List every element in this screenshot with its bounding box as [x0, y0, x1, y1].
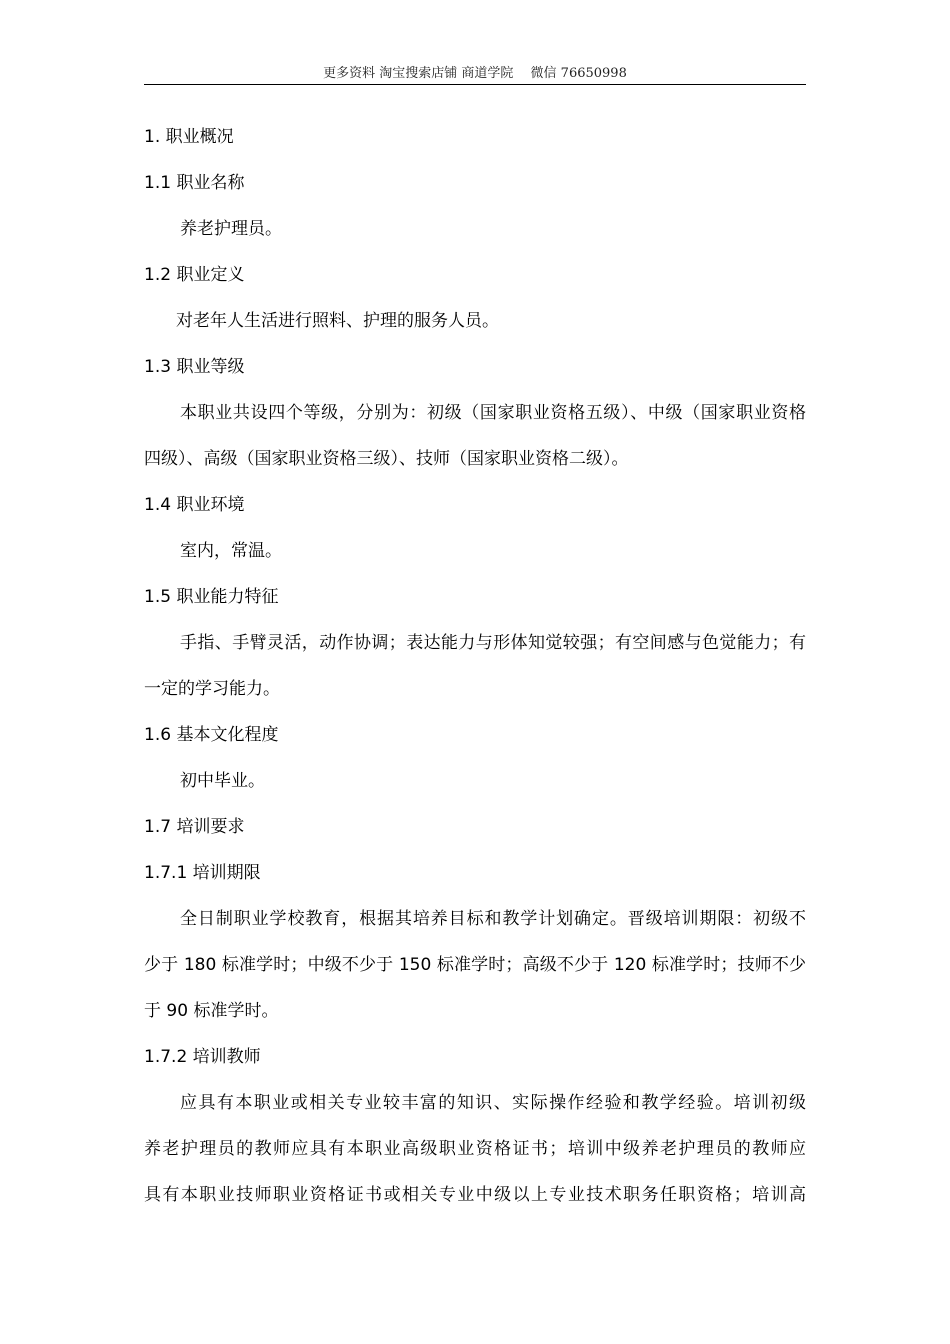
paragraph-1-4: 室内，常温。: [180, 541, 282, 561]
section-heading-1-5: 1.5 职业能力特征: [144, 587, 279, 607]
paragraph-1-7-1-line-3: 于 90 标准学时。: [144, 1001, 279, 1021]
paragraph-1-7-2-line-1: 应具有本职业或相关专业较丰富的知识、实际操作经验和教学经验。培训初级: [180, 1093, 806, 1113]
section-heading-1-2: 1.2 职业定义: [144, 265, 245, 285]
paragraph-1-7-1-line-1: 全日制职业学校教育，根据其培养目标和教学计划确定。晋级培训期限：初级不: [180, 909, 806, 929]
section-heading-1-3: 1.3 职业等级: [144, 357, 245, 377]
section-heading-1-6: 1.6 基本文化程度: [144, 725, 279, 745]
section-heading-1-4: 1.4 职业环境: [144, 495, 245, 515]
paragraph-1-2: 对老年人生活进行照料、护理的服务人员。: [176, 311, 499, 331]
paragraph-1-7-2-line-3: 具有本职业技师职业资格证书或相关专业中级以上专业技术职务任职资格；培训高: [144, 1185, 806, 1205]
section-heading-1-7-2: 1.7.2 培训教师: [144, 1047, 261, 1067]
paragraph-1-6: 初中毕业。: [180, 771, 265, 791]
paragraph-1-7-1-line-2: 少于 180 标准学时；中级不少于 150 标准学时；高级不少于 120 标准学时；技师不少: [144, 955, 806, 975]
header-rule: [144, 84, 806, 85]
paragraph-1-3-line-2: 四级）、高级（国家职业资格三级）、技师（国家职业资格二级）。: [144, 449, 629, 469]
section-heading-1-7-1: 1.7.1 培训期限: [144, 863, 261, 883]
paragraph-1-1: 养老护理员。: [180, 219, 282, 239]
section-heading-1: 1. 职业概况: [144, 127, 234, 147]
page-header: 更多资料 淘宝搜索店铺 商道学院 微信 76650998: [323, 66, 627, 81]
paragraph-1-5-line-1: 手指、手臂灵活，动作协调；表达能力与形体知觉较强；有空间感与色觉能力；有: [180, 633, 806, 653]
paragraph-1-5-line-2: 一定的学习能力。: [144, 679, 280, 699]
paragraph-1-3-line-1: 本职业共设四个等级，分别为：初级（国家职业资格五级）、中级（国家职业资格: [180, 403, 806, 423]
section-heading-1-7: 1.7 培训要求: [144, 817, 245, 837]
paragraph-1-7-2-line-2: 养老护理员的教师应具有本职业高级职业资格证书；培训中级养老护理员的教师应: [144, 1139, 806, 1159]
section-heading-1-1: 1.1 职业名称: [144, 173, 245, 193]
